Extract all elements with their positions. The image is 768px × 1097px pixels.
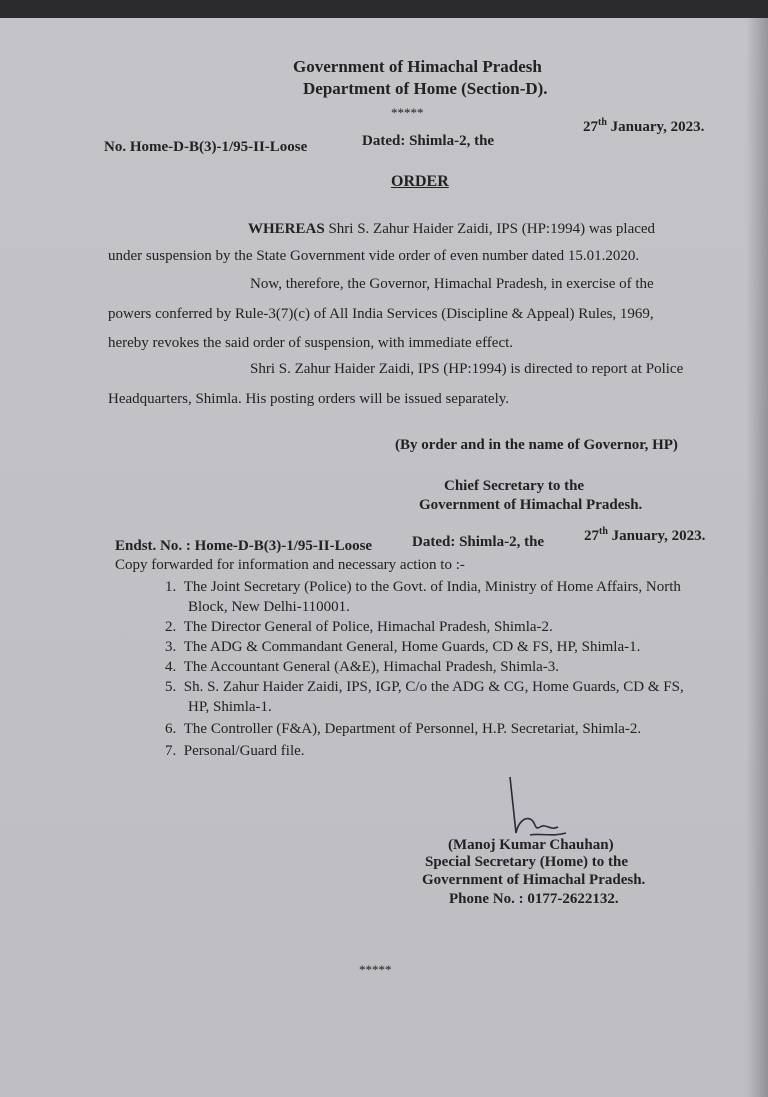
ref-number: No. Home-D-B(3)-1/95-II-Loose — [104, 139, 308, 155]
order-title: ORDER — [391, 173, 449, 190]
recipient-item: 4. The Accountant General (A&E), Himachal Pradesh, Shimla-3. — [165, 659, 560, 675]
ref-date: 27th January, 2023. — [583, 117, 705, 135]
header-separator: ***** — [391, 105, 424, 120]
signatory1-line1: Chief Secretary to the — [444, 478, 585, 494]
para2-line1: Now, therefore, the Governor, Himachal Pradesh, in exercise of the — [250, 276, 654, 292]
by-order-line: (By order and in the name of Governor, HP) — [395, 437, 678, 453]
recipient-item: 2. The Director General of Police, Himachal Pradesh, Shimla-2. — [165, 619, 553, 635]
signatory1-line2: Government of Himachal Pradesh. — [419, 497, 643, 513]
signatory2-phone: Phone No. : 0177-2622132. — [449, 891, 619, 907]
endst-date: 27th January, 2023. — [584, 526, 706, 544]
header-department: Department of Home (Section-D). — [303, 79, 548, 98]
signatory2-name: (Manoj Kumar Chauhan) — [448, 837, 614, 853]
recipient-item: 6. The Controller (F&A), Department of Personnel, H.P. Secretariat, Shimla-2. — [165, 721, 642, 737]
recipient-item: 1. The Joint Secretary (Police) to the Govt. of India, Ministry of Home Affairs, North — [165, 579, 681, 595]
footer-separator: ***** — [359, 962, 392, 977]
ref-dated: Dated: Shimla-2, the — [362, 133, 495, 149]
recipient-item-cont: Block, New Delhi-110001. — [188, 599, 350, 615]
copy-forwarded-line: Copy forwarded for information and necessary action to :- — [115, 557, 465, 573]
signatory2-designation: Special Secretary (Home) to the — [425, 854, 628, 870]
header-government: Government of Himachal Pradesh — [293, 57, 542, 76]
signatory2-org: Government of Himachal Pradesh. — [422, 872, 646, 888]
para1-line1: WHEREAS Shri S. Zahur Haider Zaidi, IPS (HP:1994) was placed — [248, 221, 656, 237]
top-bar — [0, 0, 768, 18]
recipient-item: 5. Sh. S. Zahur Haider Zaidi, IPS, IGP, C/o the ADG & CG, Home Guards, CD & FS, — [165, 679, 684, 695]
page-edge-shadow — [746, 18, 768, 1097]
para2-line2: powers conferred by Rule-3(7)(c) of All India Services (Discipline & Appeal) Rules, 1969, — [108, 306, 654, 322]
recipient-item: 3. The ADG & Commandant General, Home Guards, CD & FS, HP, Shimla-1. — [165, 639, 641, 655]
para3-line2: Headquarters, Shimla. His posting orders will be issued separately. — [108, 391, 510, 407]
recipient-item-cont: HP, Shimla-1. — [188, 699, 272, 715]
endst-dated: Dated: Shimla-2, the — [412, 534, 545, 550]
para2-line3: hereby revokes the said order of suspension, with immediate effect. — [108, 335, 514, 351]
para3-line1: Shri S. Zahur Haider Zaidi, IPS (HP:1994) is directed to report at Police — [250, 361, 684, 377]
para1-line2: under suspension by the State Government vide order of even number dated 15.01.2020. — [108, 248, 640, 264]
recipient-item: 7. Personal/Guard file. — [165, 743, 305, 759]
endst-number: Endst. No. : Home-D-B(3)-1/95-II-Loose — [115, 538, 373, 554]
